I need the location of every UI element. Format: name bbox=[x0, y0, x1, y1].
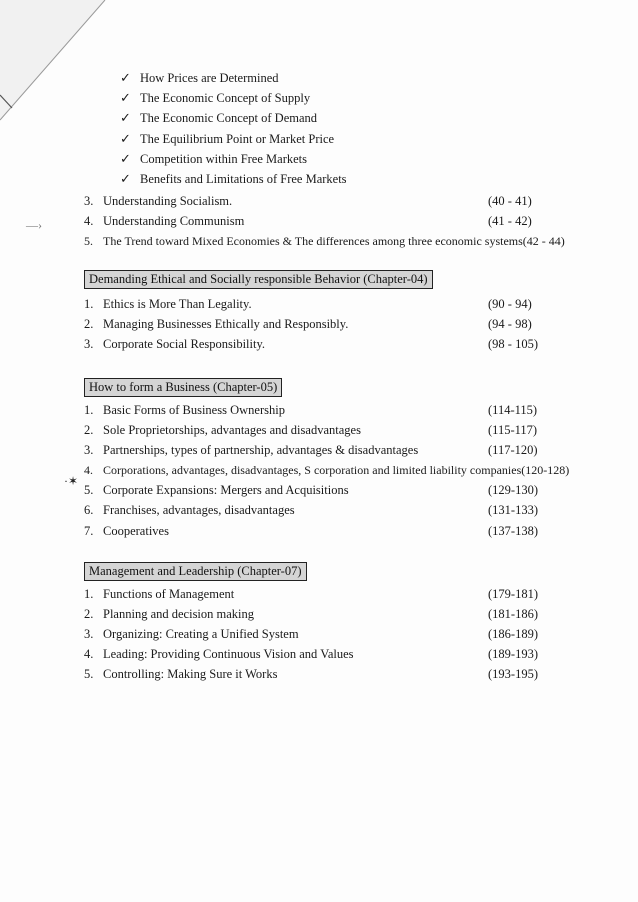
checkmark-icon: ✓ bbox=[120, 130, 131, 146]
item-number: 3. bbox=[84, 443, 94, 457]
checkmark-icon: ✓ bbox=[120, 170, 131, 186]
page-fold-shadow bbox=[0, 0, 110, 130]
item-number: 1. bbox=[84, 587, 94, 601]
item-number: 2. bbox=[84, 607, 94, 621]
bullet-text: The Equilibrium Point or Market Price bbox=[140, 131, 335, 146]
section-heading-chapter-04: Demanding Ethical and Socially responsible Behavior (Chapter-04) bbox=[84, 270, 433, 289]
item-number: 7. bbox=[84, 524, 94, 538]
page-range: (94 - 98) bbox=[488, 317, 532, 331]
page-range: (179-181) bbox=[488, 587, 538, 601]
item-title: Understanding Socialism. bbox=[103, 194, 233, 208]
item-number: 5. bbox=[84, 667, 94, 681]
item-number: 6. bbox=[84, 503, 94, 517]
page-range: (193-195) bbox=[488, 667, 538, 681]
toc-row bbox=[84, 644, 554, 664]
toc-row bbox=[84, 211, 554, 231]
page-range: (131-133) bbox=[488, 503, 538, 517]
item-number: 4. bbox=[84, 214, 94, 228]
bullet-item bbox=[120, 169, 347, 189]
bullet-text: Competition within Free Markets bbox=[140, 151, 307, 166]
item-title: Managing Businesses Ethically and Responsibly. bbox=[103, 317, 349, 331]
page-range: (120-128) bbox=[521, 463, 570, 477]
page-range: (186-189) bbox=[488, 627, 538, 641]
bullet-item bbox=[120, 68, 347, 88]
bullet-item bbox=[120, 88, 347, 108]
item-number: 5. bbox=[84, 234, 93, 248]
bullet-text: How Prices are Determined bbox=[140, 71, 279, 85]
item-title: Basic Forms of Business Ownership bbox=[103, 403, 285, 417]
page-range: (189-193) bbox=[488, 647, 538, 661]
ink-smudge: ·✶ bbox=[64, 474, 79, 488]
page-range: (42 - 44) bbox=[522, 234, 565, 248]
bullet-item bbox=[120, 129, 347, 149]
checkmark-icon: ✓ bbox=[120, 70, 131, 85]
bullet-item bbox=[120, 108, 347, 128]
item-number: 5. bbox=[84, 483, 94, 497]
margin-scribble: —› bbox=[26, 218, 42, 232]
page-range: (41 - 42) bbox=[488, 214, 532, 228]
page-range: (117-120) bbox=[488, 443, 538, 457]
item-number: 3. bbox=[84, 194, 94, 208]
item-title: Leading: Providing Continuous Vision and Values bbox=[103, 647, 354, 661]
toc-row bbox=[84, 294, 554, 314]
page-range: (98 - 105) bbox=[488, 337, 538, 351]
intro-bullet-list bbox=[120, 68, 347, 189]
item-number: 2. bbox=[84, 423, 94, 437]
bullet-item bbox=[120, 149, 347, 169]
item-number: 2. bbox=[84, 317, 94, 331]
page-range: (115-117) bbox=[488, 423, 538, 437]
toc-row bbox=[84, 231, 584, 251]
toc-row bbox=[84, 521, 554, 541]
item-title: Organizing: Creating a Unified System bbox=[103, 627, 299, 641]
item-number: 3. bbox=[84, 627, 94, 641]
checkmark-icon: ✓ bbox=[120, 150, 131, 166]
toc-row bbox=[84, 604, 554, 624]
toc-row bbox=[84, 420, 554, 440]
item-title: Controlling: Making Sure it Works bbox=[103, 667, 278, 681]
item-title: Corporate Social Responsibility. bbox=[103, 337, 266, 351]
item-number: 3. bbox=[84, 337, 94, 351]
page-range: (40 - 41) bbox=[488, 194, 532, 208]
bullet-text: The Economic Concept of Supply bbox=[140, 91, 311, 106]
toc-row bbox=[84, 500, 554, 520]
item-title: Understanding Communism bbox=[103, 214, 245, 228]
item-title: Ethics is More Than Legality. bbox=[103, 297, 252, 311]
page-range: (114-115) bbox=[488, 403, 538, 417]
checkmark-icon: ✓ bbox=[120, 110, 131, 126]
toc-row bbox=[84, 664, 554, 684]
toc-row bbox=[84, 334, 554, 354]
item-title: Corporations, advantages, disadvantages, S corporation and limited liability companies bbox=[103, 463, 522, 477]
item-number: 1. bbox=[84, 297, 94, 311]
bullet-text: The Economic Concept of Demand bbox=[140, 111, 318, 126]
checkmark-icon: ✓ bbox=[120, 90, 131, 106]
item-title: Corporate Expansions: Mergers and Acquisitions bbox=[103, 483, 349, 497]
toc-row bbox=[84, 440, 554, 460]
toc-row bbox=[84, 584, 554, 604]
page-range: (137-138) bbox=[488, 524, 538, 538]
item-title: Franchises, advantages, disadvantages bbox=[103, 503, 295, 517]
item-title: Sole Proprietorships, advantages and disadvantages bbox=[103, 423, 361, 437]
section-heading-chapter-07: Management and Leadership (Chapter-07) bbox=[84, 562, 307, 581]
item-title: Partnerships, types of partnership, advantages & disadvantages bbox=[103, 443, 419, 457]
item-number: 1. bbox=[84, 403, 94, 417]
section-heading-chapter-05: How to form a Business (Chapter-05) bbox=[84, 378, 282, 397]
toc-row bbox=[84, 460, 584, 480]
bullet-text: Benefits and Limitations of Free Markets bbox=[140, 171, 347, 186]
toc-row bbox=[84, 624, 554, 644]
page-range: (181-186) bbox=[488, 607, 538, 621]
page-range: (90 - 94) bbox=[488, 297, 532, 311]
toc-row bbox=[84, 314, 554, 334]
item-title: Functions of Management bbox=[103, 587, 235, 601]
toc-row bbox=[84, 191, 554, 211]
item-title: Cooperatives bbox=[103, 524, 169, 538]
toc-row bbox=[84, 400, 554, 420]
item-title: Planning and decision making bbox=[103, 607, 255, 621]
item-number: 4. bbox=[84, 463, 93, 477]
item-number: 4. bbox=[84, 647, 94, 661]
page-range: (129-130) bbox=[488, 483, 538, 497]
item-title: The Trend toward Mixed Economies & The differences among three economic systems bbox=[103, 234, 523, 248]
toc-row bbox=[84, 480, 554, 500]
